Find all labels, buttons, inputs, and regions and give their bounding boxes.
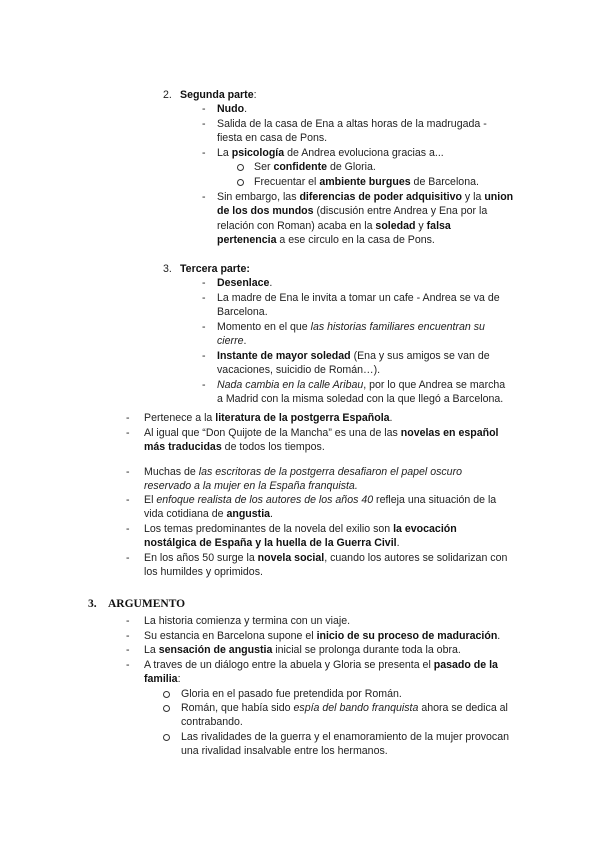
circle-bullet-icon <box>237 164 244 171</box>
list-item-cont: vida cotidiana de angustia. <box>144 508 273 520</box>
list-item-cont: pertenencia a ese circulo en la casa de Pons. <box>217 234 435 246</box>
dash-marker: - <box>202 350 206 362</box>
list-item: Gloria en el pasado fue pretendida por Román. <box>181 688 402 700</box>
list-item: La historia comienza y termina con un viaje. <box>144 615 351 627</box>
list-item-cont: familia: <box>144 673 181 685</box>
dash-marker: - <box>126 494 130 506</box>
list-item: Las rivalidades de la guerra y el enamoramiento de la mujer provocan <box>181 731 509 743</box>
list-item: La madre de Ena le invita a tomar un cafe - Andrea se va de <box>217 292 500 304</box>
part3-title: Tercera parte: <box>180 263 250 275</box>
list-item: Román, que había sido espía del bando franquista ahora se dedica al <box>181 702 508 714</box>
list-item: Momento en el que las historias familiares encuentran su <box>217 321 485 333</box>
dash-marker: - <box>126 644 130 656</box>
dash-marker: - <box>202 103 206 115</box>
dash-marker: - <box>202 292 206 304</box>
list-item: La psicología de Andrea evoluciona gracias a... <box>217 147 444 159</box>
dash-marker: - <box>202 277 206 289</box>
circle-bullet-icon <box>163 705 170 712</box>
list-item: Muchas de las escritoras de la postgerra desafiaron el papel oscuro <box>144 466 462 478</box>
list-item-cont: nostálgica de España y la huella de la Guerra Civil. <box>144 537 400 549</box>
list-item: Los temas predominantes de la novela del exilio son la evocación <box>144 523 457 535</box>
section-number: 3. <box>88 598 97 610</box>
list-item: Sin embargo, las diferencias de poder adquisitivo y la union <box>217 191 514 203</box>
part2-title: Segunda parte: <box>180 89 257 101</box>
circle-bullet-icon <box>163 734 170 741</box>
list-item-cont: reservado a la mujer en la España franquista. <box>144 480 358 492</box>
list-item-cont: una rivalidad insalvable entre los hermanos. <box>181 745 388 757</box>
circle-bullet-icon <box>163 691 170 698</box>
list-item-cont: más traducidas de todos los tiempos. <box>144 441 325 453</box>
list-item: Instante de mayor soledad (Ena y sus amigos se van de <box>217 350 490 362</box>
list-item-cont: a Madrid con la misma soledad con la que llegó a Barcelona. <box>217 393 504 405</box>
list-item: Ser confidente de Gloria. <box>254 161 376 173</box>
list-item: Pertenece a la literatura de la postgerra Española. <box>144 412 393 424</box>
list-item: Al igual que “Don Quijote de la Mancha” es una de las novelas en español <box>144 427 499 439</box>
list-item-cont: contrabando. <box>181 716 243 728</box>
list-number: 2. <box>163 89 172 101</box>
list-item: Salida de la casa de Ena a altas horas de la madrugada - <box>217 118 487 130</box>
dash-marker: - <box>202 379 206 391</box>
list-item-cont: los humildes y oprimidos. <box>144 566 263 578</box>
dash-marker: - <box>126 412 130 424</box>
dash-marker: - <box>126 630 130 642</box>
dash-marker: - <box>126 523 130 535</box>
dash-marker: - <box>126 659 130 671</box>
list-item-cont: fiesta en casa de Pons. <box>217 132 328 144</box>
section-title: ARGUMENTO <box>108 598 186 610</box>
list-item: Nada cambia en la calle Aribau, por lo que Andrea se marcha <box>217 379 506 391</box>
dash-marker: - <box>202 191 206 203</box>
list-item: El enfoque realista de los autores de los años 40 refleja una situación de la <box>144 494 497 506</box>
dash-marker: - <box>126 615 130 627</box>
dash-marker: - <box>126 427 130 439</box>
dash-marker: - <box>202 118 206 130</box>
list-item: En los años 50 surge la novela social, cuando los autores se solidarizan con <box>144 552 508 564</box>
list-item: Frecuentar el ambiente burgues de Barcelona. <box>254 176 479 188</box>
circle-bullet-icon <box>237 179 244 186</box>
list-item: La sensación de angustia inicial se prolonga durante toda la obra. <box>144 644 461 656</box>
list-item: Desenlace. <box>217 277 273 289</box>
list-item-cont: Barcelona. <box>217 306 268 318</box>
list-item-cont: cierre. <box>217 335 247 347</box>
dash-marker: - <box>202 147 206 159</box>
list-item: Nudo. <box>217 103 248 115</box>
list-item: Su estancia en Barcelona supone el inicio de su proceso de maduración. <box>144 630 501 642</box>
dash-marker: - <box>126 552 130 564</box>
dash-marker: - <box>202 321 206 333</box>
dash-marker: - <box>126 466 130 478</box>
list-item-cont: relación con Roman) acaba en la soledad y falsa <box>217 220 451 232</box>
list-item: A traves de un diálogo entre la abuela y Gloria se presenta el pasado de la <box>144 659 498 671</box>
list-item-cont: de los dos mundos (discusión entre Andrea y Ena por la <box>217 205 488 217</box>
list-number: 3. <box>163 263 172 275</box>
list-item-cont: vacaciones, suicidio de Román…). <box>217 364 381 376</box>
